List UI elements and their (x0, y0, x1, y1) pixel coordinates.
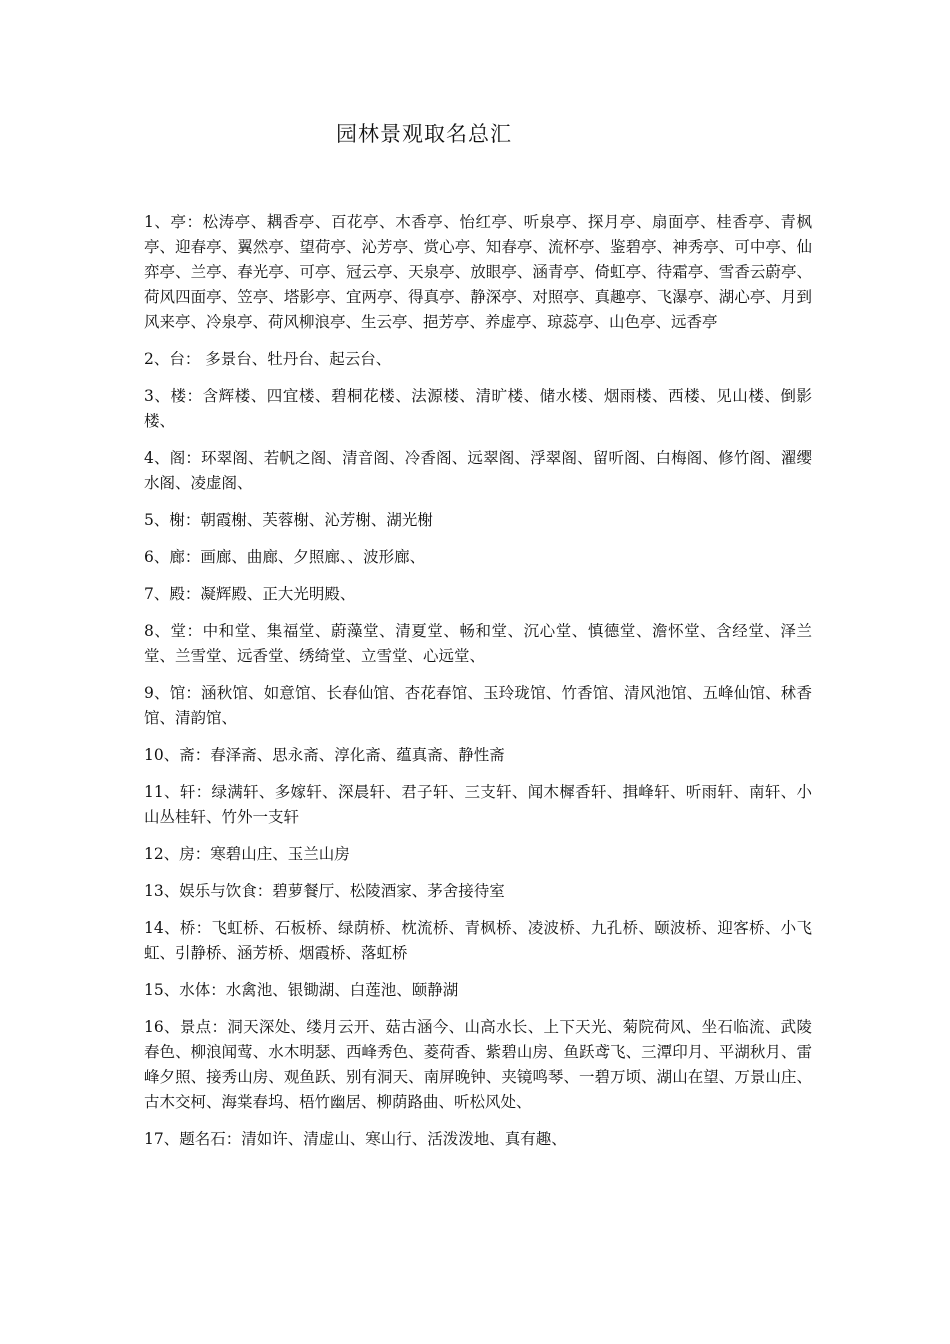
list-item: 13、娱乐与饮食：碧萝餐厅、松陵酒家、茅舍接待室 (144, 882, 505, 900)
list-item: 1、亭：松涛亭、耦香亭、百花亭、木香亭、怡红亭、听泉亭、探月亭、扇面亭、桂香亭、青枫亭、迎春亭、翼然亭、望荷亭、沁芳亭、赏心亭、知春亭、流杯亭、鉴碧亭、神秀亭、可中亭、仙弈亭、兰亭、春光亭、可亭、冠云亭、天泉亭、放眼亭、涵青亭、倚虹亭、待霜亭、雪香云蔚亭、荷风四面亭、笠亭、塔影亭、宜两亭、得真亭、静深亭、对照亭、真趣亭、飞瀑亭、湖心亭、月到风来亭、冷泉亭、荷风柳浪亭、生云亭、挹芳亭、养虚亭、琼蕊亭、山色亭、远香亭 (144, 213, 812, 331)
list-item: 12、房：寒碧山庄、玉兰山房 (144, 845, 350, 863)
list-item: 10、斋：春泽斋、思永斋、淳化斋、蕴真斋、静性斋 (144, 746, 505, 764)
list-item: 17、题名石：清如许、清虚山、寒山行、活泼泼地、真有趣、 (144, 1130, 567, 1148)
list-item: 3、楼：含辉楼、四宜楼、碧桐花楼、法源楼、清旷楼、储水楼、烟雨楼、西楼、见山楼、倒影楼、 (144, 387, 812, 430)
list-item: 15、水体：水禽池、银锄湖、白莲池、颐静湖 (144, 981, 459, 999)
list-item: 4、阁：环翠阁、若帆之阁、清音阁、冷香阁、远翠阁、浮翠阁、留听阁、白梅阁、修竹阁、濯缨水阁、凌虚阁、 (144, 449, 812, 492)
list-item: 5、榭：朝霞榭、芙蓉榭、沁芳榭、湖光榭 (144, 511, 433, 529)
list-item: 8、堂：中和堂、集福堂、蔚藻堂、清夏堂、畅和堂、沉心堂、慎德堂、澹怀堂、含经堂、泽兰堂、兰雪堂、远香堂、绣绮堂、立雪堂、心远堂、 (144, 622, 812, 665)
document-title: 园林景观取名总汇 (336, 122, 512, 146)
list-item: 6、廊：画廊、曲廊、夕照廊、、波形廊、 (144, 548, 426, 566)
list-item: 9、馆：涵秋馆、如意馆、长春仙馆、杏花春馆、玉玲珑馆、竹香馆、清风池馆、五峰仙馆、秫香馆、清韵馆、 (144, 684, 812, 727)
list-item: 14、桥：飞虹桥、石板桥、绿荫桥、枕流桥、青枫桥、凌波桥、九孔桥、颐波桥、迎客桥、小飞虹、引静桥、涵芳桥、烟霞桥、落虹桥 (144, 919, 812, 962)
list-item: 2、台： 多景台、牡丹台、起云台、 (144, 350, 392, 368)
name-list (144, 210, 812, 1164)
list-item: 16、景点：洞天深处、缕月云开、菇古涵今、山高水长、上下天光、菊院荷风、坐石临流、武陵春色、柳浪闻莺、水木明瑟、西峰秀色、菱荷香、紫碧山房、鱼跃鸢飞、三潭印月、平湖秋月、雷峰夕照、接秀山房、观鱼跃、别有洞天、南屏晚钟、夹镜鸣琴、一碧万顷、湖山在望、万景山庄、古木交柯、海棠春坞、梧竹幽居、柳荫路曲、听松风处、 (144, 1018, 812, 1111)
list-item: 11、轩：绿满轩、多嫁轩、深晨轩、君子轩、三支轩、闻木樨香轩、揖峰轩、听雨轩、南轩、小山丛桂轩、竹外一支轩 (144, 783, 812, 826)
list-item: 7、殿：凝辉殿、正大光明殿、 (144, 585, 356, 603)
